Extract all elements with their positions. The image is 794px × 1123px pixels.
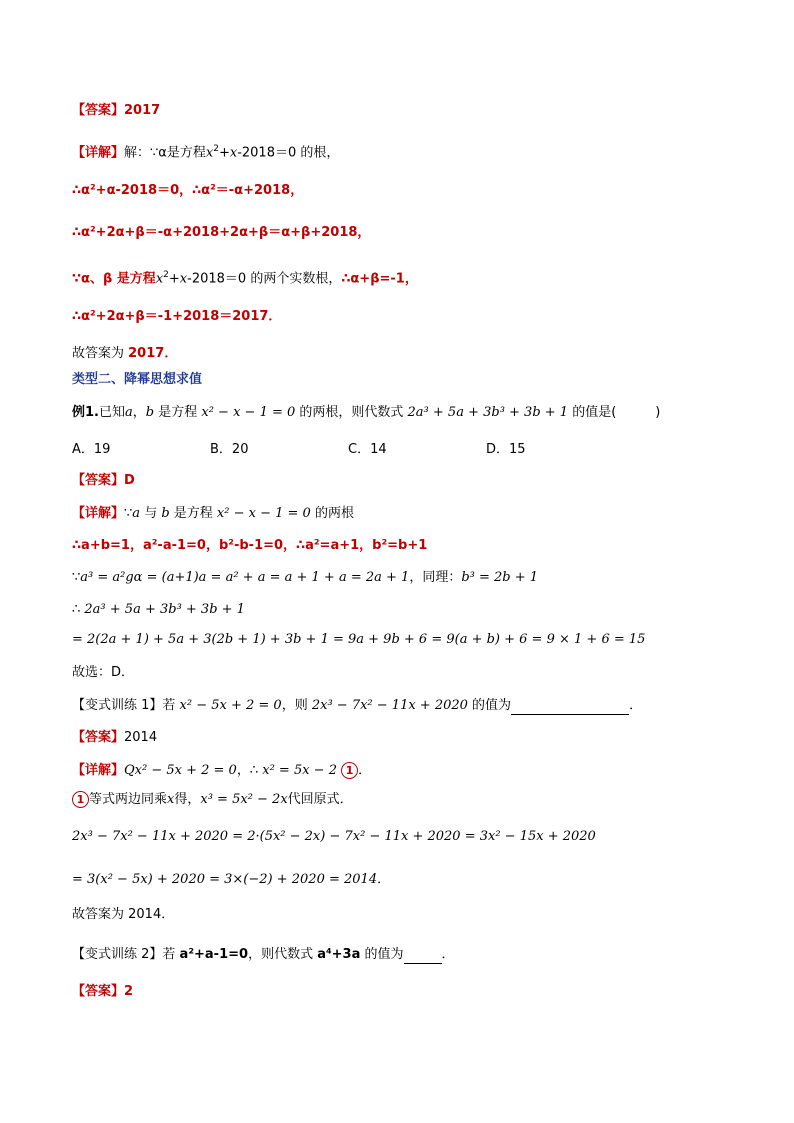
expression: 2x³ − 7x² − 11x + 2020: [311, 698, 468, 713]
answer-line-2: [72, 472, 135, 490]
conclusion-text: 故答案为: [72, 346, 129, 361]
answer-blank[interactable]: [404, 950, 442, 964]
answer-tag: 【答案】: [72, 473, 125, 488]
equation: x² − x − 1 = 0: [216, 506, 311, 521]
detail-line-2: [72, 505, 354, 523]
question-text: 的值为: [467, 698, 512, 713]
step-line: ∴α²+2α+β＝-α+2018+2α+β＝α+β+2018，: [72, 225, 371, 240]
variant-question-1: [72, 697, 642, 715]
step-text: 等式两边同乘: [89, 792, 168, 807]
step-line: ∴α²+α-2018＝0，∴α²＝-α+2018，: [72, 183, 304, 198]
step-text: -2018＝0 的两个实数根，: [187, 271, 342, 287]
var-x: x: [155, 271, 164, 287]
detail-text: ∵: [124, 506, 133, 521]
var-a: a: [125, 405, 133, 420]
variant-label: 【变式训练 2】若: [72, 947, 180, 962]
exp: 2: [213, 144, 219, 154]
detail-tag: 【详解】: [72, 763, 125, 778]
answer-value: 2: [124, 984, 134, 999]
math-expression: Qx² − 5x + 2 = 0: [124, 763, 237, 778]
step-text: ．: [377, 872, 391, 887]
detail-text: 与: [140, 506, 162, 521]
circled-one-marker: 1: [341, 762, 358, 779]
question-text: 的值为: [360, 947, 404, 962]
variant-question-2: [72, 946, 455, 964]
var-a: a: [132, 506, 141, 521]
conclusion-line: 故选：D．: [72, 665, 135, 680]
exp: 2: [163, 270, 169, 280]
option-a: A．19: [72, 442, 111, 457]
math-expression: 2a³ + 5a + 3b³ + 3b + 1: [84, 602, 245, 617]
question-text: 的两根，则代数式: [295, 405, 408, 420]
step-line: [72, 569, 538, 587]
var-x: x: [229, 145, 238, 161]
question-end: ．: [441, 947, 455, 962]
answer-blank[interactable]: [511, 701, 629, 715]
therefore-symbol: ∴: [72, 602, 85, 617]
expression: 2a³ + 5a + 3b³ + 3b + 1: [407, 405, 569, 420]
step-line: [72, 266, 418, 288]
step-line: = 2(2a + 1) + 5a + 3(2b + 1) + 3b + 1 = 9a + 9b + 6 = 9(a + b) + 6 = 9 × 1 + 6 = 15: [72, 632, 646, 647]
math-expression: x² = 5x − 2: [262, 763, 337, 778]
detail-text: ．: [358, 763, 372, 778]
equation: a²+a-1=0: [179, 947, 249, 962]
step-line: 2x³ − 7x² − 11x + 2020 = 2·(5x² − 2x) − 7x² − 11x + 2020 = 3x² − 15x + 2020: [72, 829, 596, 844]
question-text: 已知: [98, 405, 125, 420]
answer-value: 2017: [124, 103, 161, 118]
equation: x² − 5x + 2 = 0: [179, 698, 282, 713]
detail-text: 是方程: [169, 506, 217, 521]
step-line: ∴α²+2α+β＝-1+2018＝2017．: [72, 309, 282, 324]
answer-line-1: [72, 102, 160, 120]
option-b: B．20: [210, 442, 249, 457]
question-text: ，: [132, 405, 146, 420]
answer-line-3: [72, 729, 157, 747]
step-line: ∴a+b=1，a²-a-1=0，b²-b-1=0，∴a²=a+1，b²=b+1: [72, 538, 428, 553]
detail-line-3: [72, 762, 371, 780]
detail-text: ，∴: [236, 763, 263, 778]
step-line: [72, 871, 390, 889]
var-x: x: [179, 271, 188, 287]
step-line: [72, 601, 245, 619]
detail-tag: 【详解】: [72, 506, 125, 521]
detail-line-1: [72, 140, 339, 162]
answer-tag: 【答案】: [72, 730, 125, 745]
question-text: 是方程: [154, 405, 202, 420]
question-text: ，则代数式: [248, 947, 318, 962]
plus: +: [168, 271, 180, 287]
conclusion-value: 2017．: [128, 346, 178, 361]
math-expression: x³ = 5x² − 2x: [200, 792, 288, 807]
answer-value: 2014: [124, 730, 158, 745]
expression: a⁴+3a: [317, 947, 361, 962]
circled-one-marker: 1: [72, 791, 89, 808]
equation: x² − x − 1 = 0: [201, 405, 296, 420]
conclusion-line: 故答案为 2014．: [72, 907, 175, 922]
question-end: ．: [629, 698, 643, 713]
plus: +: [218, 145, 230, 161]
detail-text: 的两根: [310, 506, 354, 521]
conclusion-line: [72, 345, 177, 363]
example-label: 例1.: [72, 405, 99, 420]
because-symbol: ∵: [72, 570, 81, 585]
var-b: b: [161, 506, 170, 521]
option-c: C．14: [348, 442, 387, 457]
option-d: D．15: [486, 442, 526, 457]
detail-text: -2018＝0 的根，: [237, 145, 340, 161]
step-text: ∴α+β=-1，: [341, 271, 418, 287]
example-question: [72, 404, 660, 422]
math-expression: a³ = a²gα = (a+1)a = a² + a = a + 1 + a = 2a + 1: [80, 570, 410, 585]
detail-text: 解：∵α是方程: [124, 145, 206, 161]
var-b: b: [145, 405, 155, 420]
section-title: 类型二、降幂思想求值: [72, 372, 203, 387]
var-x: x: [205, 145, 214, 161]
step-text: 得，: [174, 792, 201, 807]
step-text: ∵α、β 是方程: [72, 271, 156, 287]
answer-line-4: [72, 983, 133, 1001]
step-text: ，同理：: [409, 570, 462, 585]
math-expression: = 3(x² − 5x) + 2020 = 3×(−2) + 2020 = 2014: [72, 872, 378, 887]
answer-tag: 【答案】: [72, 984, 125, 999]
step-text: 代回原式．: [287, 792, 353, 807]
detail-tag: 【详解】: [72, 145, 125, 161]
question-text: 的值是( ): [568, 405, 661, 420]
variant-label: 【变式训练 1】若: [72, 698, 180, 713]
var-x: x: [167, 792, 175, 807]
answer-value: D: [124, 473, 135, 488]
answer-tag: 【答案】: [72, 103, 125, 118]
question-text: ，则: [281, 698, 312, 713]
math-expression: b³ = 2b + 1: [461, 570, 539, 585]
step-line: [72, 791, 353, 809]
